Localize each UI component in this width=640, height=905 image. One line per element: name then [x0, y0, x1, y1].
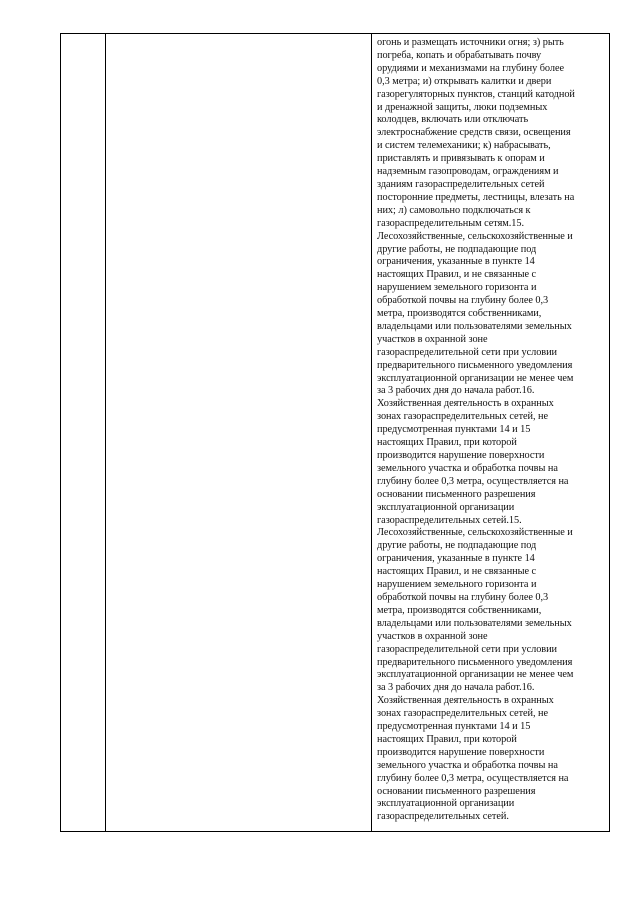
text-line: и систем телемеханики; к) набрасывать,: [377, 140, 551, 152]
text-line: эксплуатационной организации не менее чем: [377, 372, 574, 384]
text-line: зданиям газораспределительных сетей: [377, 178, 545, 190]
text-line: огонь и размещать источники огня; з) рыть: [377, 37, 564, 48]
cell-number: [61, 34, 106, 832]
text-line: метра, производятся собственниками,: [377, 308, 542, 320]
text-line: Лесохозяйственные, сельскохозяйственные и: [377, 527, 573, 539]
document-table: [60, 33, 610, 832]
text-line: нарушением земельного горизонта и: [377, 579, 537, 591]
text-line: производится нарушение поверхности: [377, 450, 545, 461]
text-line: колодцев, включать или отключать: [377, 114, 529, 126]
text-line: обработкой почвы на глубину более 0,3: [377, 295, 549, 307]
text-line: земельного участка и обработка почвы на: [377, 462, 558, 474]
text-line: газораспределительных сетей.15.: [377, 514, 522, 526]
text-line: приставлять и привязывать к опорам и: [377, 153, 545, 165]
text-line: настоящих Правил, при которой: [377, 437, 517, 449]
text-line: зонах газораспределительных сетей, не: [377, 411, 549, 423]
text-line: настоящих Правил, и не связанные с: [377, 566, 537, 578]
text-line: газорегуляторных пунктов, станций катодной: [377, 88, 575, 100]
text-line: предварительного письменного уведомления: [377, 656, 573, 668]
text-line: глубину более 0,3 метра, осуществляется на: [377, 772, 569, 784]
text-line: другие работы, не подпадающие под: [377, 540, 537, 552]
text-line: эксплуатационной организации не менее чем: [377, 669, 574, 681]
text-line: Лесохозяйственные, сельскохозяйственные и: [377, 230, 573, 242]
cell-name: [106, 34, 372, 832]
text-line: другие работы, не подпадающие под: [377, 243, 537, 255]
text-line: 0,3 метра; и) открывать калитки и двери: [377, 75, 552, 87]
text-line: глубину более 0,3 метра, осуществляется на: [377, 475, 569, 487]
text-line: погреба, копать и обрабатывать почву: [377, 49, 542, 61]
text-line: газораспределительных сетей.: [377, 811, 509, 823]
text-line: метра, производятся собственниками,: [377, 604, 542, 616]
cell-regulation-text: [372, 34, 610, 832]
text-line: настоящих Правил, и не связанные с: [377, 269, 537, 281]
text-line: предварительного письменного уведомления: [377, 359, 573, 371]
text-line: владельцами или пользователями земельных: [377, 320, 572, 332]
text-line: участков в охранной зоне: [377, 333, 488, 345]
text-line: эксплуатационной организации: [377, 798, 515, 810]
text-line: ограничения, указанные в пункте 14: [377, 553, 535, 565]
text-line: нарушением земельного горизонта и: [377, 282, 537, 294]
text-line: основании письменного разрешения: [377, 785, 536, 797]
text-line: газораспределительной сети при условии: [377, 346, 558, 358]
text-line: электроснабжение средств связи, освещения: [377, 127, 571, 139]
text-line: владельцами или пользователями земельных: [377, 617, 572, 629]
text-line: газораспределительным сетям.15.: [377, 217, 524, 229]
text-line: земельного участка и обработка почвы на: [377, 759, 558, 771]
text-line: зонах газораспределительных сетей, не: [377, 708, 549, 720]
cell-number-text: [61, 34, 105, 37]
table-row: [61, 34, 610, 832]
text-line: и дренажной защиты, люки подземных: [377, 101, 548, 113]
text-line: участков в охранной зоне: [377, 630, 488, 642]
text-line: предусмотренная пунктами 14 и 15: [377, 424, 531, 436]
text-line: посторонние предметы, лестницы, влезать на: [377, 191, 575, 203]
text-line: основании письменного разрешения: [377, 488, 536, 500]
text-line: за 3 рабочих дня до начала работ.16.: [377, 682, 535, 694]
text-line: обработкой почвы на глубину более 0,3: [377, 591, 549, 603]
text-line: Хозяйственная деятельность в охранных: [377, 398, 554, 410]
cell-name-text: [106, 34, 371, 37]
text-line: них; л) самовольно подключаться к: [377, 204, 531, 216]
text-line: за 3 рабочих дня до начала работ.16.: [377, 385, 535, 397]
text-line: производится нарушение поверхности: [377, 746, 545, 758]
text-line: орудиями и механизмами на глубину более: [377, 62, 564, 74]
text-line: ограничения, указанные в пункте 14: [377, 256, 535, 268]
text-line: газораспределительной сети при условии: [377, 643, 558, 655]
text-line: предусмотренная пунктами 14 и 15: [377, 721, 531, 733]
text-line: эксплуатационной организации: [377, 501, 515, 513]
text-line: надземным газопроводам, ограждениям и: [377, 166, 559, 178]
text-line: настоящих Правил, при которой: [377, 733, 517, 745]
text-line: Хозяйственная деятельность в охранных: [377, 695, 554, 707]
regulation-text: [372, 34, 609, 824]
